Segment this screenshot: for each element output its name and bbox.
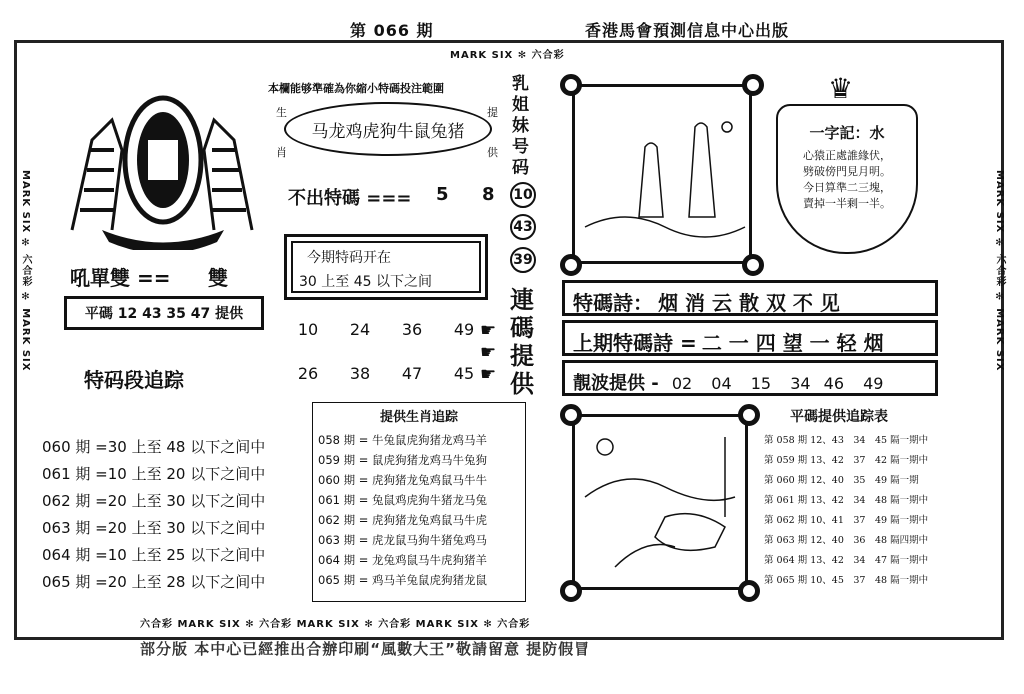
brand-logo: 六合彩 [378, 619, 412, 630]
brand-logo: 六合彩 [20, 254, 31, 288]
flat-track-row: 第 058 期 12、43 34 45 隔一期中 [764, 435, 929, 446]
illustration-top [572, 84, 752, 264]
last-poem-box [562, 320, 938, 356]
brand-mark: MARK SIX [994, 170, 1005, 234]
history-range-row: 062 期 =20 上至 30 以下之间中 [42, 492, 266, 510]
history-range-row: 064 期 =10 上至 25 以下之间中 [42, 546, 266, 564]
corner-dot [738, 580, 760, 602]
row1-num: 10 [297, 320, 319, 339]
zodiac-oval-text: 马龙鸡虎狗牛鼠兔猪 [311, 121, 465, 142]
corner-dot [560, 404, 582, 426]
last-poem-text: 二 一 四 望 一 轻 烟 [701, 331, 884, 355]
issue-number: 第 066 期 [350, 21, 434, 40]
zodiac-track-title: 提供生肖追踪 [379, 410, 458, 425]
circled-number: 10 [510, 182, 536, 208]
wave-value: 34 [790, 374, 811, 393]
corner-dot [738, 404, 760, 426]
right-brand-strip: MARK SIX ✻ 六合彩 ✻ MARK SIX [994, 170, 1005, 372]
one-word-panel [776, 104, 918, 254]
corner-dot [560, 74, 582, 96]
landscape-illustration-icon [575, 417, 745, 587]
row2-num: 38 [349, 364, 371, 383]
wave-value: 04 [711, 374, 732, 393]
figures-illustration-icon [575, 87, 749, 261]
brand-mark: MARK SIX [177, 619, 241, 630]
footer-notice: 部分版 本中心已經推出合辦印刷“風數大王”敬請留意 提防假冒 [140, 640, 591, 658]
odd-even-label: 吼單雙 == [70, 266, 171, 290]
one-word-line: 心猿正處誰緣伏， [803, 149, 891, 162]
brand-mark: MARK SIX [296, 619, 360, 630]
odd-even-value: 雙 [208, 266, 228, 290]
zodiac-track-row: 064 期 = 龙兔鸡鼠马牛虎狗猪羊 [318, 553, 488, 567]
brand-mark: MARK SIX [20, 308, 31, 372]
history-range-row: 063 期 =20 上至 30 以下之间中 [42, 519, 266, 537]
wave-value: 46 [823, 374, 845, 393]
corner-dot [560, 580, 582, 602]
bottom-brand-strip: 六合彩 MARK SIX ✻ 六合彩 MARK SIX ✻ 六合彩 MARK SIX ✻ 六合彩 [140, 619, 531, 630]
corner-dot [560, 254, 582, 276]
consec-char: 提 [510, 342, 534, 370]
consec-char: 連 [510, 286, 534, 314]
wave-value: 49 [863, 374, 884, 393]
history-range-row: 060 期 =30 上至 48 以下之间中 [42, 438, 266, 456]
one-word-title: 一字記：水 [809, 124, 885, 142]
wave-value: 02 [671, 374, 693, 393]
brand-logo: 六合彩 [140, 619, 173, 630]
row1-num: 36 [401, 320, 423, 339]
brand-logo: 六合彩 [531, 50, 565, 61]
range-box [284, 234, 488, 300]
brand-mark: MARK SIX [450, 50, 514, 61]
pointing-hand-icon: ☛ ☛ ☛ [480, 320, 497, 385]
corner-dot [742, 254, 764, 276]
sister-char: 妹 [512, 116, 529, 136]
flat-track-row: 第 065 期 10、45 37 48 隔一期中 [764, 575, 929, 586]
oval-right-top: 提 [487, 106, 498, 119]
wave-label: 靚波提供 - [573, 373, 659, 394]
left-brand-strip: MARK SIX ✻ 六合彩 ✻ MARK SIX [20, 170, 31, 372]
consec-char: 碼 [510, 314, 534, 342]
zodiac-track-row: 060 期 = 虎狗猪龙兔鸡鼠马牛牛 [318, 473, 488, 487]
one-word-line: 賣掉一半剩一半。 [803, 197, 891, 210]
segment-track-label: 特码段追踪 [84, 368, 184, 392]
flat-track-row: 第 063 期 12、40 36 48 隔四期中 [764, 535, 929, 546]
zodiac-track-row: 063 期 = 虎龙鼠马狗牛猪兔鸡马 [318, 533, 488, 547]
poem-label: 特碼詩： [573, 291, 653, 315]
row2-num: 26 [297, 364, 319, 383]
flat-code-label: 平碼 12 43 35 47 提供 [84, 306, 244, 322]
notice-text: 本欄能够準確為你縮小特碼投注範圍 [268, 82, 444, 95]
corner-dot [742, 74, 764, 96]
one-word-line: 今日算準二三塊， [803, 181, 891, 194]
number-row-1 [282, 320, 490, 339]
range-line-1: 今期特码开在 [307, 250, 391, 266]
consec-char: 供 [510, 370, 534, 398]
zodiac-track-row: 062 期 = 虎狗猪龙兔鸡鼠马牛虎 [318, 513, 488, 527]
zodiac-track-row: 065 期 = 鸡马羊兔鼠虎狗猪龙鼠 [318, 573, 488, 587]
brand-logo: 六合彩 [259, 619, 293, 630]
brand-mark: MARK SIX [994, 308, 1005, 372]
row2-num: 45 [453, 364, 475, 383]
sister-code-title [512, 74, 529, 179]
oval-left-bottom: 肖 [276, 146, 287, 159]
sister-char: 码 [512, 158, 529, 178]
wave-value: 15 [750, 374, 772, 393]
publisher: 香港馬會預測信息中心出版 [585, 21, 790, 40]
brand-mark: MARK SIX [415, 619, 479, 630]
range-line-2: 30 上至 45 以下之间 [299, 274, 432, 290]
flat-track-title: 平碼提供追踪表 [790, 409, 888, 425]
circled-number: 39 [510, 247, 536, 273]
oval-left-top: 生 [276, 106, 287, 119]
sister-char: 姐 [512, 95, 529, 115]
history-range-row: 065 期 =20 上至 28 以下之间中 [42, 573, 266, 591]
brand-logo: 六合彩 [994, 254, 1005, 288]
sister-char: 号 [512, 137, 529, 157]
row2-num: 47 [401, 364, 423, 383]
flat-track-row: 第 061 期 13、42 34 48 隔一期中 [764, 495, 929, 506]
zodiac-track-row: 058 期 = 牛兔鼠虎狗猪龙鸡马羊 [318, 433, 488, 447]
poem-box [562, 280, 938, 316]
illustration-bottom [572, 414, 748, 590]
poem-text: 烟 消 云 散 双 不 见 [658, 291, 840, 315]
one-word-line: 劈破傍門見月明。 [803, 165, 891, 178]
wave-box [562, 360, 938, 396]
circled-number: 43 [510, 214, 536, 240]
flat-track-row: 第 060 期 12、40 35 49 隔一期 [764, 475, 919, 486]
oval-right-bottom: 供 [487, 146, 498, 159]
sister-char: 乳 [512, 74, 529, 94]
top-brand-strip: MARK SIX ✻ 六合彩 [450, 50, 565, 61]
flat-code-box [64, 296, 264, 330]
zodiac-oval [284, 102, 492, 156]
brand-mark: MARK SIX [20, 170, 31, 234]
flat-track-row: 第 062 期 10、41 37 49 隔一期中 [764, 515, 929, 526]
zebra-crest-icon [52, 80, 274, 250]
row1-num: 24 [349, 320, 371, 339]
row1-num: 49 [453, 320, 475, 339]
zodiac-track-row: 059 期 = 鼠虎狗猪龙鸡马牛兔狗 [318, 453, 488, 467]
last-poem-label: 上期特碼詩 = [573, 331, 697, 355]
zodiac-track-row: 061 期 = 兔鼠鸡虎狗牛猪龙马兔 [318, 493, 488, 507]
no-special-label: 不出特碼 === [288, 188, 412, 209]
no-special-value-1: 5 [436, 184, 449, 205]
flat-track-row: 第 059 期 13、42 37 42 隔一期中 [764, 455, 929, 466]
history-range-row: 061 期 =10 上至 20 以下之间中 [42, 465, 266, 483]
no-special-value-2: 8 [482, 184, 495, 205]
flat-track-row: 第 064 期 13、42 34 47 隔一期中 [764, 555, 929, 566]
consec-title [510, 286, 534, 398]
number-row-2 [282, 364, 490, 383]
crown-icon: ♛ [828, 72, 854, 105]
brand-logo: 六合彩 [497, 619, 531, 630]
